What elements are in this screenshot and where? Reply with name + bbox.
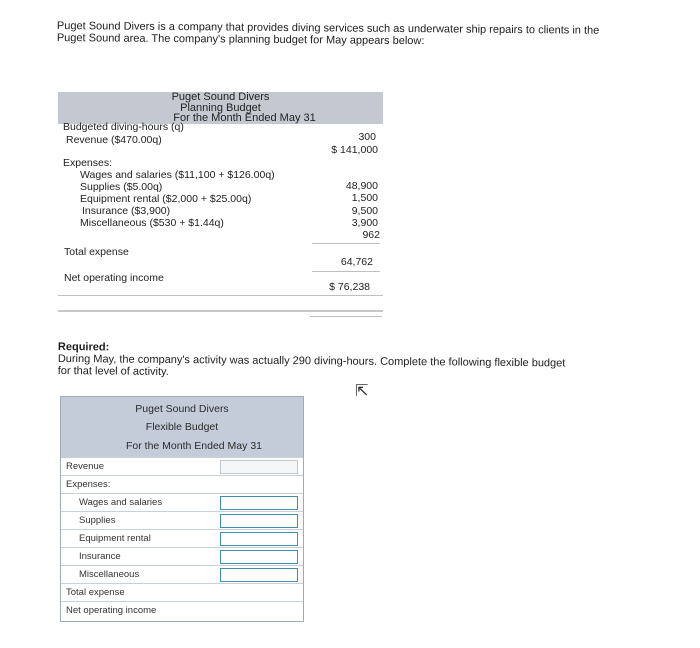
flexible-budget-title: Flexible Budget <box>145 421 219 433</box>
net-income-rule-2 <box>58 310 383 312</box>
flexible-budget-period: For the Month Ended May 31 <box>126 440 262 452</box>
flex-supplies-input[interactable] <box>220 514 298 528</box>
flex-supplies-label: Supplies <box>79 515 116 526</box>
net-income-rule-1 <box>58 295 383 296</box>
flexible-budget-header <box>61 397 303 457</box>
mouse-cursor-icon: ⇱ <box>355 383 369 400</box>
total-rule <box>312 271 380 272</box>
budgeted-hours-value: 300 <box>358 131 376 143</box>
net-income-value: $ 76,238 <box>329 281 370 293</box>
flex-equipment-label: Equipment rental <box>79 533 151 544</box>
flex-equipment-input[interactable] <box>220 532 298 546</box>
flex-row-misc <box>61 565 303 583</box>
flex-total-label: Total expense <box>66 587 125 598</box>
revenue-value: $ 141,000 <box>331 144 378 156</box>
flexible-budget-table <box>60 396 304 622</box>
required-text: During May, the company's activity was actually 290 diving-hours. Complete the following flexible budget for that level of activity. <box>57 352 566 378</box>
flex-row-revenue <box>61 457 303 475</box>
flex-row-expenses <box>61 475 303 493</box>
net-income-label: Net operating income <box>64 272 164 284</box>
net-income-rule-3 <box>310 316 382 317</box>
required-block <box>58 341 578 382</box>
flex-wages-label: Wages and salaries <box>79 497 163 508</box>
flex-insurance-input[interactable] <box>220 550 298 564</box>
planning-budget-title: Planning Budget <box>180 102 261 114</box>
expense-supplies-value: 1,500 <box>351 192 378 204</box>
flex-misc-label: Miscellaneous <box>79 569 140 580</box>
expenses-label: Expenses: <box>63 157 113 169</box>
flex-revenue-label: Revenue <box>66 461 105 472</box>
flex-row-supplies <box>61 511 303 529</box>
planning-budget-header <box>58 92 383 124</box>
flex-insurance-label: Insurance <box>79 551 121 562</box>
expense-wages-label: Wages and salaries ($11,100 + $126.00q) <box>80 169 275 181</box>
flex-row-insurance <box>61 547 303 565</box>
expense-insurance-label: Insurance ($3,900) <box>82 205 171 217</box>
total-expense-label: Total expense <box>64 246 129 258</box>
flex-row-equipment <box>61 529 303 547</box>
flexible-budget-company: Puget Sound Divers <box>135 403 229 415</box>
budgeted-hours-label: Budgeted diving-hours (q) <box>63 121 184 133</box>
subtotal-rule <box>312 243 380 244</box>
revenue-label: Revenue ($470.00q) <box>66 134 162 146</box>
flex-wages-input[interactable] <box>220 496 298 510</box>
expense-wages-value: 48,900 <box>345 180 378 192</box>
expense-supplies-label: Supplies ($5.00q) <box>80 181 163 193</box>
flex-misc-input[interactable] <box>220 568 298 582</box>
expense-insurance-value: 3,900 <box>351 217 378 229</box>
required-heading: Required: <box>57 341 110 354</box>
flex-row-net <box>61 601 303 621</box>
total-expense-value: 64,762 <box>340 256 373 268</box>
flex-revenue-input[interactable] <box>220 460 298 474</box>
expense-misc-value: 962 <box>362 229 380 241</box>
expense-equipment-label: Equipment rental ($2,000 + $25.00q) <box>80 193 252 205</box>
expense-equipment-value: 9,500 <box>351 205 378 217</box>
flex-expenses-label: Expenses: <box>66 479 111 490</box>
flex-net-label: Net operating income <box>66 605 157 616</box>
intro-text: Puget Sound Divers is a company that provides diving services such as underwater ship repairs to clients in the Puget Sound area. The company's planning budget for May appears below: <box>56 20 600 48</box>
flex-row-wages <box>61 493 303 511</box>
flex-row-total <box>61 583 303 601</box>
planning-budget-company: Puget Sound Divers <box>171 91 270 103</box>
planning-budget-period: For the Month Ended May 31 <box>173 112 316 124</box>
expense-misc-label: Miscellaneous ($530 + $1.44q) <box>80 217 224 229</box>
